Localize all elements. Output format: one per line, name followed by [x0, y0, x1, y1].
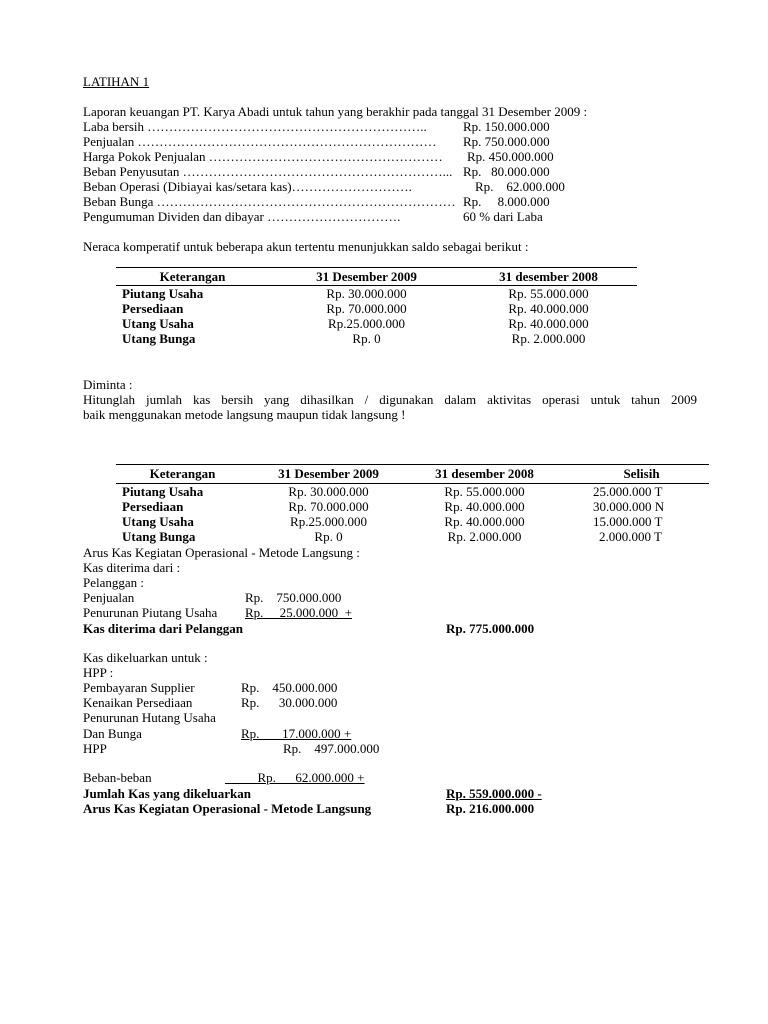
kas-diterima-label: Kas diterima dari :: [83, 560, 181, 575]
table2-cell: 30.000.000 N: [593, 499, 665, 514]
penjualan-value: Rp. 750.000.000: [245, 590, 342, 605]
arus-kas-label: Arus Kas Kegiatan Operasional - Metode Langsung: [83, 801, 372, 816]
document-title: LATIHAN 1: [83, 74, 150, 89]
penjualan-label: Penjualan: [83, 590, 135, 605]
beban-label: Beban-beban: [83, 770, 152, 785]
kenaikan-persediaan-value: Rp. 30.000.000: [241, 695, 338, 710]
item-value: Rp. 8.000.000: [463, 194, 550, 209]
item-label: Harga Pokok Penjualan ………………………………………………: [83, 149, 443, 164]
item-label: Laba bersih ………………………………………………………..: [83, 119, 427, 134]
penurunan-hutang-label: Penurunan Hutang Usaha: [83, 710, 216, 725]
item-value: Rp. 80.000.000: [463, 164, 550, 179]
item-value: 60 % dari Laba: [463, 209, 543, 224]
table1-cell: Rp. 30.000.000: [326, 286, 407, 301]
table2-cell: Rp. 30.000.000: [288, 484, 369, 499]
table2-header: 31 Desember 2009: [278, 466, 379, 481]
table1-header: 31 Desember 2009: [316, 269, 417, 284]
penurunan-piutang-value: Rp. 25.000.000 +: [245, 605, 353, 620]
pembayaran-supplier-label: Pembayaran Supplier: [83, 680, 195, 695]
table1-cell: Rp. 70.000.000: [326, 301, 407, 316]
table2-cell: Rp. 2.000.000: [447, 529, 522, 544]
beban-value: Rp. 62.000.000 +: [225, 770, 365, 785]
table2-cell: Rp. 70.000.000: [288, 499, 369, 514]
table1-cell: Utang Bunga: [122, 331, 196, 346]
dan-bunga-value: Rp. 17.000.000 +: [241, 726, 352, 741]
item-label: Pengumuman Dividen dan dibayar ………………………….: [83, 209, 401, 224]
table1-cell: Piutang Usaha: [122, 286, 204, 301]
item-label: Beban Penyusutan ……………………………………………………...: [83, 164, 453, 179]
item-value: Rp. 750.000.000: [463, 134, 550, 149]
table1-cell: Persediaan: [122, 301, 184, 316]
table2-cell: 2.000.000 T: [599, 529, 662, 544]
table2-cell: Rp. 40.000.000: [444, 514, 525, 529]
table1-cell: Rp. 55.000.000: [508, 286, 589, 301]
kenaikan-persediaan-label: Kenaikan Persediaan: [83, 695, 193, 710]
table2-cell: Utang Bunga: [122, 529, 196, 544]
hpp-value: Rp. 497.000.000: [283, 741, 380, 756]
jumlah-kas-value: Rp. 559.000.000 -: [446, 786, 542, 801]
solution-heading: Arus Kas Kegiatan Operasional - Metode Langsung :: [83, 545, 360, 560]
diminta-text: Hitunglah jumlah kas bersih yang dihasilkan / digunakan dalam aktivitas operasi untuk tahun 2009: [83, 392, 697, 407]
penurunan-piutang-label: Penurunan Piutang Usaha: [83, 605, 218, 620]
table2-cell: Rp. 40.000.000: [444, 499, 525, 514]
hpp-heading: HPP :: [83, 665, 114, 680]
table1-header: Keterangan: [159, 269, 226, 284]
jumlah-kas-label: Jumlah Kas yang dikeluarkan: [83, 786, 251, 801]
table2-cell: Utang Usaha: [122, 514, 194, 529]
table1-cell: Rp.25.000.000: [328, 316, 405, 331]
table1-cell: Rp. 40.000.000: [508, 316, 589, 331]
table1-cell: Rp. 0: [352, 331, 381, 346]
pembayaran-supplier-value: Rp. 450.000.000: [241, 680, 338, 695]
table2-cell: Rp. 55.000.000: [444, 484, 525, 499]
table2-cell: 15.000.000 T: [593, 514, 663, 529]
item-value: Rp. 62.000.000: [475, 179, 565, 194]
table2-header: Selisih: [623, 466, 660, 481]
table1-cell: Rp. 40.000.000: [508, 301, 589, 316]
table2-header: 31 desember 2008: [435, 466, 534, 481]
table1-cell: Utang Usaha: [122, 316, 194, 331]
hpp-label: HPP: [83, 741, 107, 756]
kas-diterima-total-value: Rp. 775.000.000: [446, 621, 535, 636]
intro-text: Laporan keuangan PT. Karya Abadi untuk tahun yang berakhir pada tanggal 31 Desember 2009 :: [83, 104, 588, 119]
table1-cell: Rp. 2.000.000: [511, 331, 586, 346]
diminta-text: baik menggunakan metode langsung maupun tidak langsung !: [83, 407, 406, 422]
table2-header: Keterangan: [149, 466, 216, 481]
item-label: Beban Operasi (Dibiayai kas/setara kas)……………………….: [83, 179, 412, 194]
item-value: Rp. 150.000.000: [463, 119, 550, 134]
neraca-intro: Neraca komperatif untuk beberapa akun tertentu menunjukkan saldo sebagai berikut :: [83, 239, 529, 254]
dan-bunga-label: Dan Bunga: [83, 726, 142, 741]
item-label: Beban Bunga ……………………………………………………………: [83, 194, 456, 209]
table1-top-rule: [116, 267, 637, 268]
kas-dikeluarkan-label: Kas dikeluarkan untuk :: [83, 650, 208, 665]
item-label: Penjualan ……………………………………………………………: [83, 134, 437, 149]
table1-header: 31 desember 2008: [499, 269, 598, 284]
kas-diterima-total-label: Kas diterima dari Pelanggan: [83, 621, 243, 636]
table2-cell: Persediaan: [122, 499, 184, 514]
table2-cell: Rp. 0: [314, 529, 343, 544]
table2-top-rule: [116, 464, 709, 465]
pelanggan-label: Pelanggan :: [83, 575, 145, 590]
item-value: Rp. 450.000.000: [467, 149, 554, 164]
arus-kas-value: Rp. 216.000.000: [446, 801, 535, 816]
table2-cell: 25.000.000 T: [593, 484, 663, 499]
table2-cell: Piutang Usaha: [122, 484, 204, 499]
diminta-label: Diminta :: [83, 377, 133, 392]
table2-cell: Rp.25.000.000: [290, 514, 367, 529]
